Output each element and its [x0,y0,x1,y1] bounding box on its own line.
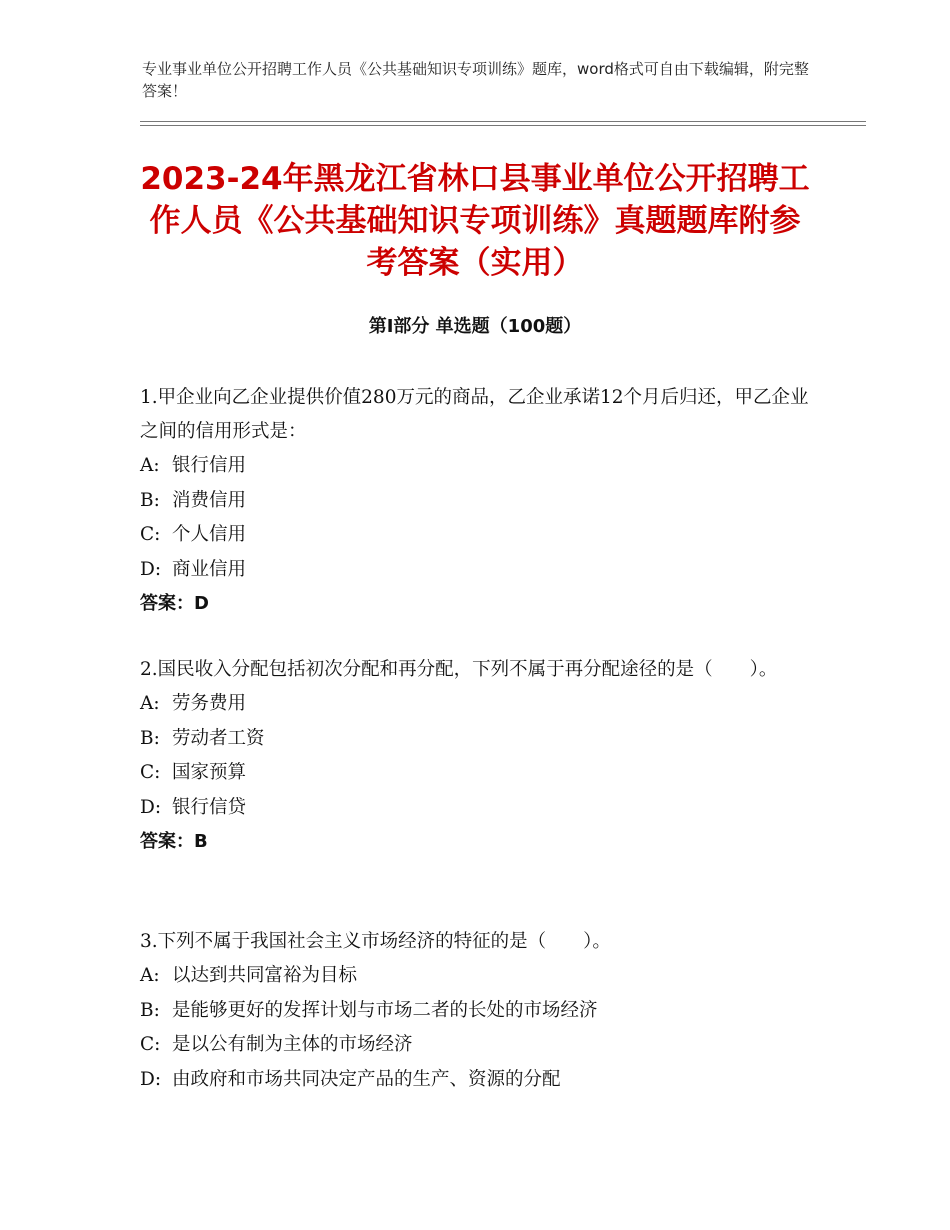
option-c [140,756,820,791]
header-note: 专业事业单位公开招聘工作人员《公共基础知识专项训练》题库，word格式可自由下载编辑，附完整答案！ [142,60,809,100]
document-title: 2023-24年黑龙江省林口县事业单位公开招聘工作人员《公共基础知识专项训练》真题题库附参考答案（实用） [140,161,810,281]
question-1 [140,381,820,621]
option-letter: A: [140,693,160,714]
option-b [140,722,820,757]
section-title: 第Ⅰ部分 单选题（100题） [368,316,582,337]
option-text: 由政府和市场共同决定产品的生产、资源的分配 [172,1068,561,1090]
question-2 [140,653,820,859]
option-letter: C: [140,524,161,545]
option-c [140,518,820,553]
option-d [140,791,820,826]
option-a [140,959,820,994]
option-letter: D: [140,558,162,580]
question-stem: 1.甲企业向乙企业提供价值280万元的商品，乙企业承诺12个月后归还，甲乙企业之间的信用形式是： [140,387,809,442]
option-b [140,994,820,1029]
option-letter: B: [140,999,160,1021]
header-divider [140,121,866,122]
option-c [140,1028,820,1063]
option-a [140,449,820,484]
option-letter: B: [140,489,160,511]
option-text: 银行信用 [172,455,247,476]
option-letter: D: [140,1068,162,1090]
option-text: 以达到共同富裕为目标 [172,965,358,986]
option-letter: C: [140,762,161,783]
option-letter: B: [140,727,160,749]
option-b [140,484,820,519]
option-d [140,1063,820,1098]
option-d [140,553,820,588]
option-text: 银行信贷 [172,796,247,818]
question-stem: 3.下列不属于我国社会主义市场经济的特征的是（ ）。 [140,931,611,952]
option-a [140,687,820,722]
option-text: 个人信用 [172,524,247,545]
answer-key: 答案：D [140,593,209,614]
question-3 [140,925,820,1097]
option-text: 是以公有制为主体的市场经济 [172,1034,413,1055]
option-letter: A: [140,455,160,476]
option-text: 国家预算 [172,762,247,783]
option-text: 商业信用 [172,558,247,580]
option-letter: D: [140,796,162,818]
option-text: 是能够更好的发挥计划与市场二者的长处的市场经济 [172,999,598,1021]
answer-key: 答案：B [140,831,208,852]
option-letter: C: [140,1034,161,1055]
option-text: 消费信用 [172,489,247,511]
question-stem: 2.国民收入分配包括初次分配和再分配，下列不属于再分配途径的是（ ）。 [140,659,778,680]
header-divider [140,125,866,126]
option-text: 劳动者工资 [172,727,265,749]
option-text: 劳务费用 [172,693,247,714]
option-letter: A: [140,965,160,986]
